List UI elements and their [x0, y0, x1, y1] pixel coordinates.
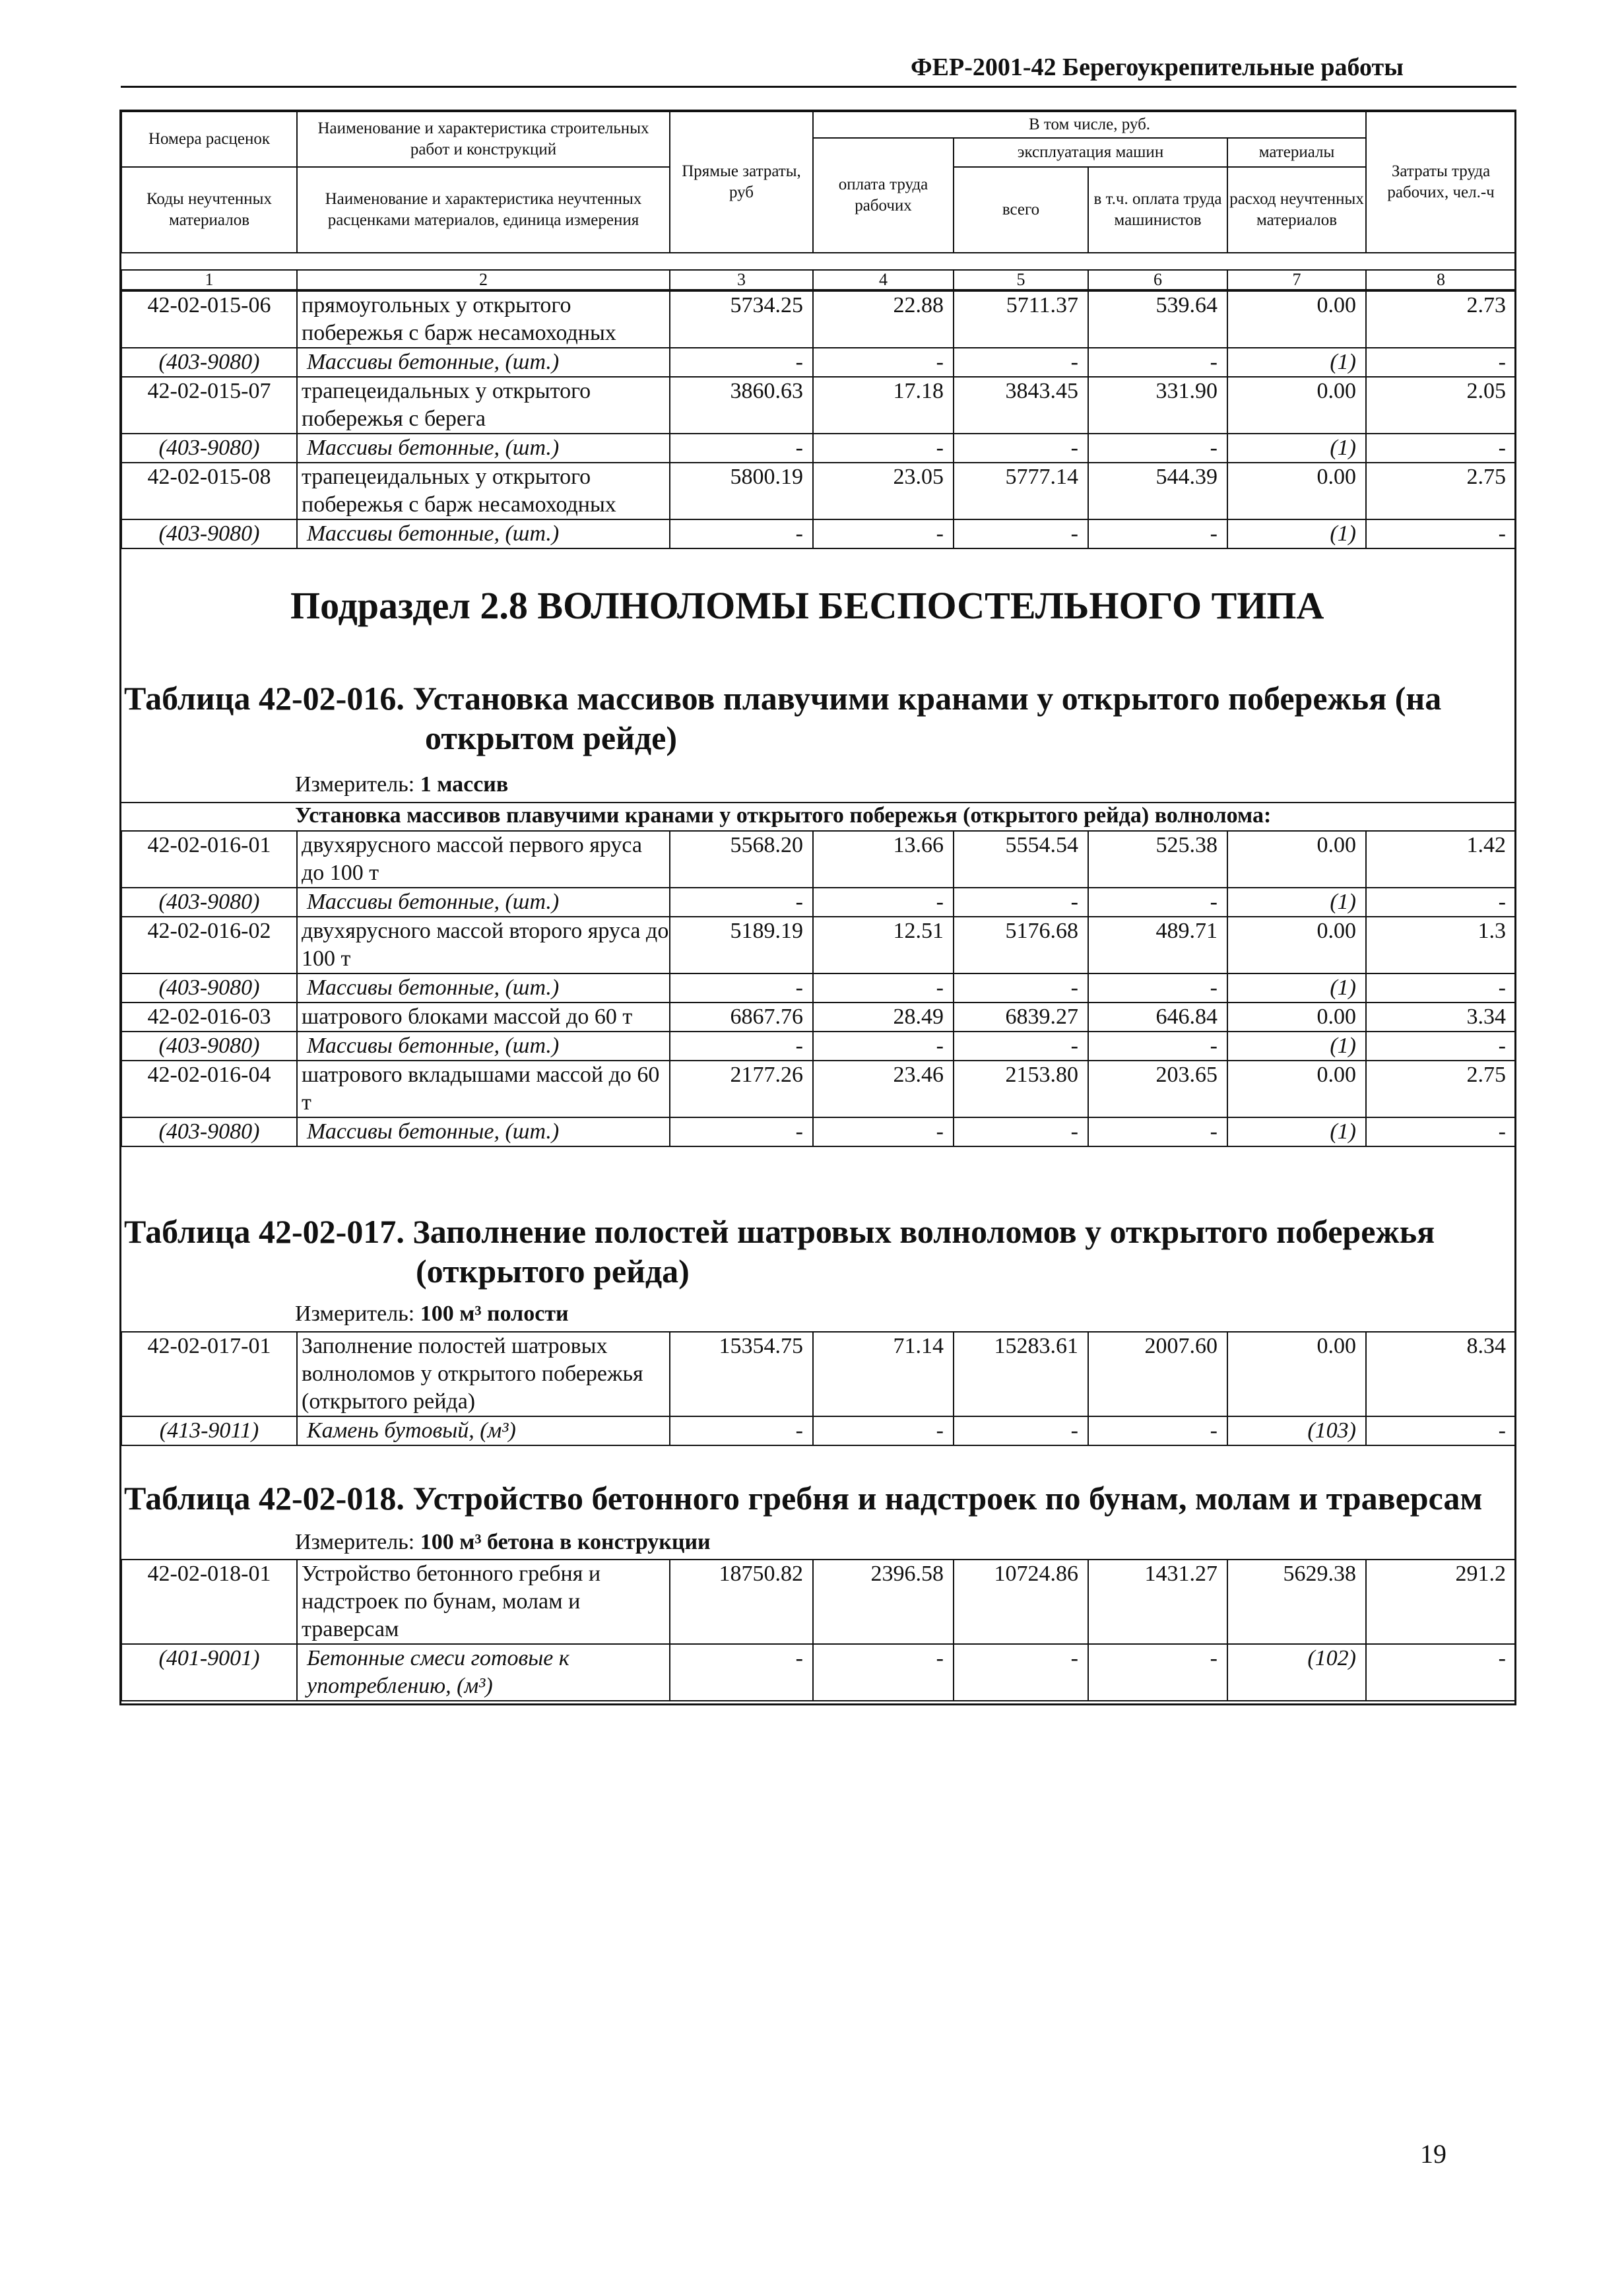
work-name: Устройство бетонного гребня и надстроек по бунам, молам и траверсам: [297, 1560, 670, 1644]
column-header: [121, 111, 1516, 253]
material-name: Массивы бетонные, (шт.): [297, 973, 670, 1003]
material-value: (1): [1227, 1117, 1366, 1146]
material-value: -: [1088, 888, 1227, 917]
material-value: (103): [1227, 1416, 1366, 1445]
rate-row: [121, 463, 1516, 519]
rate-value: 5629.38: [1227, 1560, 1366, 1644]
material-value: -: [670, 348, 813, 377]
material-value: -: [813, 348, 954, 377]
rate-code: 42-02-017-01: [121, 1332, 297, 1416]
material-row: [121, 1032, 1516, 1061]
material-value: -: [670, 973, 813, 1003]
col-num: 4: [813, 270, 954, 290]
material-value: (1): [1227, 348, 1366, 377]
rate-code: 42-02-016-03: [121, 1003, 297, 1032]
material-name: Массивы бетонные, (шт.): [297, 1117, 670, 1146]
material-value: -: [670, 519, 813, 548]
material-code: (403-9080): [121, 519, 297, 548]
rate-value: 0.00: [1227, 377, 1366, 434]
unit-label: Измеритель:: [295, 772, 420, 797]
rate-value: 291.2: [1366, 1560, 1516, 1644]
material-value: -: [954, 973, 1088, 1003]
rate-value: 2007.60: [1088, 1332, 1227, 1416]
material-value: -: [670, 434, 813, 463]
rate-value: 12.51: [813, 917, 954, 973]
rate-value: 8.34: [1366, 1332, 1516, 1416]
material-value: -: [1088, 973, 1227, 1003]
col-num: 6: [1088, 270, 1227, 290]
rate-value: 0.00: [1227, 917, 1366, 973]
rate-value: 71.14: [813, 1332, 954, 1416]
material-name: Массивы бетонные, (шт.): [297, 888, 670, 917]
material-value: -: [954, 888, 1088, 917]
material-code: (403-9080): [121, 1117, 297, 1146]
header-materials: материалы: [1227, 138, 1366, 167]
rate-value: 2.05: [1366, 377, 1516, 434]
rate-value: 2.75: [1366, 1061, 1516, 1117]
rate-row: [121, 1560, 1516, 1644]
material-name: Камень бутовый, (м³): [297, 1416, 670, 1445]
material-value: -: [813, 1032, 954, 1061]
material-value: (1): [1227, 434, 1366, 463]
rate-value: 2.75: [1366, 463, 1516, 519]
rate-value: 646.84: [1088, 1003, 1227, 1032]
rate-value: 15354.75: [670, 1332, 813, 1416]
rate-value: 17.18: [813, 377, 954, 434]
rate-value: 5554.54: [954, 831, 1088, 888]
material-value: -: [813, 1644, 954, 1701]
rate-row: [121, 1332, 1516, 1416]
rate-value: 5189.19: [670, 917, 813, 973]
material-value: -: [813, 519, 954, 548]
rate-value: 203.65: [1088, 1061, 1227, 1117]
work-name: прямоугольных у открытого побережья с барж несамоходных: [297, 291, 670, 348]
unit-value: 1 массив: [420, 772, 509, 797]
rate-value: 23.46: [813, 1061, 954, 1117]
material-value: -: [954, 348, 1088, 377]
col-num: 7: [1227, 270, 1366, 290]
material-code: (403-9080): [121, 973, 297, 1003]
rate-code: 42-02-016-02: [121, 917, 297, 973]
material-row: [121, 1117, 1516, 1146]
rate-value: 2177.26: [670, 1061, 813, 1117]
table-017-title: [124, 1212, 1510, 1291]
rate-value: 489.71: [1088, 917, 1227, 973]
table-016-title-line1: Таблица 42-02-016. Установка массивов плавучими кранами у открытого побережья (на: [124, 680, 1442, 717]
rate-code: 42-02-016-04: [121, 1061, 297, 1117]
header-labor-hours: Затраты труда рабочих, чел.-ч: [1366, 112, 1516, 253]
rate-row: [121, 377, 1516, 434]
work-name: трапецеидальных у открытого побережья с барж несамоходных: [297, 463, 670, 519]
material-value: -: [1366, 973, 1516, 1003]
material-value: (1): [1227, 1032, 1366, 1061]
material-value: -: [1088, 519, 1227, 548]
rate-row: [121, 291, 1516, 348]
rates-table-018: [121, 1559, 1516, 1701]
material-value: -: [1088, 348, 1227, 377]
col-num: 5: [954, 270, 1088, 290]
rate-value: 5800.19: [670, 463, 813, 519]
material-value: -: [954, 519, 1088, 548]
table-018-unit: [295, 1530, 711, 1555]
page-number: 19: [1420, 2139, 1446, 2169]
material-value: -: [670, 888, 813, 917]
work-name: Заполнение полостей шатровых волноломов у открытого побережья (открытого рейда): [297, 1332, 670, 1416]
header-work-name: Наименование и характеристика строительных работ и конструкций: [297, 112, 670, 167]
material-value: (102): [1227, 1644, 1366, 1701]
material-name: Массивы бетонные, (шт.): [297, 1032, 670, 1061]
col-num: 2: [297, 270, 670, 290]
unit-value: 100 м³ бетона в конструкции: [420, 1530, 711, 1554]
rate-value: 3.34: [1366, 1003, 1516, 1032]
material-value: -: [954, 1032, 1088, 1061]
rate-value: 5777.14: [954, 463, 1088, 519]
material-value: -: [1366, 348, 1516, 377]
rate-code: 42-02-015-08: [121, 463, 297, 519]
rate-row: [121, 917, 1516, 973]
material-value: -: [1366, 1644, 1516, 1701]
rate-value: 331.90: [1088, 377, 1227, 434]
rate-value: 5176.68: [954, 917, 1088, 973]
rate-value: 2.73: [1366, 291, 1516, 348]
header-material-name: Наименование и характеристика неучтенных расценками материалов, единица измерения: [297, 167, 670, 253]
rate-value: 5734.25: [670, 291, 813, 348]
material-value: -: [813, 1416, 954, 1445]
table-016-group-header: Установка массивов плавучими кранами у открытого побережья (открытого рейда) волнолома:: [295, 803, 1272, 828]
material-value: -: [670, 1032, 813, 1061]
unit-label: Измеритель:: [295, 1530, 420, 1554]
rate-row: [121, 1003, 1516, 1032]
material-value: (1): [1227, 973, 1366, 1003]
rate-value: 0.00: [1227, 463, 1366, 519]
material-row: [121, 1644, 1516, 1701]
work-name: шатрового вкладышами массой до 60 т: [297, 1061, 670, 1117]
material-name: Массивы бетонные, (шт.): [297, 519, 670, 548]
subsection-title: Подраздел 2.8 ВОЛНОЛОМЫ БЕСПОСТЕЛЬНОГО ТИПА: [290, 584, 1324, 627]
material-code: (403-9080): [121, 888, 297, 917]
material-code: (413-9011): [121, 1416, 297, 1445]
rate-value: 2153.80: [954, 1061, 1088, 1117]
rate-value: 1.3: [1366, 917, 1516, 973]
rates-table-017: [121, 1331, 1516, 1446]
material-code: (403-9080): [121, 1032, 297, 1061]
rate-value: 28.49: [813, 1003, 954, 1032]
rate-value: 15283.61: [954, 1332, 1088, 1416]
material-value: -: [1088, 1644, 1227, 1701]
rate-value: 544.39: [1088, 463, 1227, 519]
material-row: [121, 1416, 1516, 1445]
rate-value: 0.00: [1227, 1332, 1366, 1416]
rate-code: 42-02-016-01: [121, 831, 297, 888]
material-code: (401-9001): [121, 1644, 297, 1701]
header-direct-costs: Прямые затраты, руб: [670, 112, 813, 253]
material-value: -: [1366, 519, 1516, 548]
table-017-unit: [295, 1301, 569, 1327]
rate-value: 0.00: [1227, 831, 1366, 888]
material-value: -: [813, 434, 954, 463]
rate-code: 42-02-015-06: [121, 291, 297, 348]
work-name: двухярусного массой второго яруса до 100 т: [297, 917, 670, 973]
rate-value: 1431.27: [1088, 1560, 1227, 1644]
header-material-codes: Коды неучтенных материалов: [121, 167, 297, 253]
material-value: -: [1088, 434, 1227, 463]
material-row: [121, 973, 1516, 1003]
rate-value: 23.05: [813, 463, 954, 519]
rate-value: 2396.58: [813, 1560, 954, 1644]
material-value: -: [954, 1644, 1088, 1701]
rate-value: 539.64: [1088, 291, 1227, 348]
rate-value: 5711.37: [954, 291, 1088, 348]
material-value: -: [1366, 888, 1516, 917]
material-value: -: [954, 434, 1088, 463]
rate-value: 5568.20: [670, 831, 813, 888]
header-material-usage: расход неучтенных материалов: [1227, 167, 1366, 253]
rate-value: 0.00: [1227, 1061, 1366, 1117]
material-value: (1): [1227, 519, 1366, 548]
header-machine-operation: эксплуатация машин: [954, 138, 1227, 167]
rate-code: 42-02-015-07: [121, 377, 297, 434]
rate-value: 6839.27: [954, 1003, 1088, 1032]
unit-value: 100 м³ полости: [420, 1301, 569, 1326]
rate-value: 10724.86: [954, 1560, 1088, 1644]
col-num: 8: [1366, 270, 1516, 290]
material-row: [121, 434, 1516, 463]
rate-value: 6867.76: [670, 1003, 813, 1032]
material-name: Бетонные смеси готовые к употреблению, (м³): [297, 1644, 670, 1701]
rate-row: [121, 831, 1516, 888]
table-016-title-line2: открытом рейде): [425, 719, 678, 756]
material-value: -: [670, 1416, 813, 1445]
header-rate-numbers: Номера расценок: [121, 112, 297, 167]
rates-table-015: [121, 290, 1516, 549]
work-name: шатрового блоками массой до 60 т: [297, 1003, 670, 1032]
material-value: -: [1088, 1032, 1227, 1061]
material-value: (1): [1227, 888, 1366, 917]
material-value: -: [813, 1117, 954, 1146]
material-value: -: [670, 1644, 813, 1701]
col-num: 3: [670, 270, 813, 290]
col-num: 1: [121, 270, 297, 290]
rate-code: 42-02-018-01: [121, 1560, 297, 1644]
material-value: -: [1366, 434, 1516, 463]
table-016-title: [124, 678, 1510, 758]
rate-value: 3843.45: [954, 377, 1088, 434]
table-017-title-line1: Таблица 42-02-017. Заполнение полостей шатровых волноломов у открытого побережья: [124, 1213, 1435, 1250]
rate-row: [121, 1061, 1516, 1117]
material-value: -: [1366, 1416, 1516, 1445]
material-value: -: [813, 973, 954, 1003]
material-name: Массивы бетонные, (шт.): [297, 348, 670, 377]
material-value: -: [670, 1117, 813, 1146]
material-code: (403-9080): [121, 348, 297, 377]
material-value: -: [1088, 1416, 1227, 1445]
header-rule: [121, 86, 1516, 88]
header-including: В том числе, руб.: [813, 112, 1366, 138]
header-operators-pay: в т.ч. оплата труда машинистов: [1088, 167, 1227, 253]
table-017-title-line2: (открытого рейда): [416, 1253, 690, 1290]
running-head: ФЕР-2001-42 Берегоукрепительные работы: [911, 53, 1404, 81]
material-value: -: [1366, 1117, 1516, 1146]
header-machines-total: всего: [954, 167, 1088, 253]
material-value: -: [954, 1117, 1088, 1146]
material-row: [121, 888, 1516, 917]
material-row: [121, 519, 1516, 548]
material-name: Массивы бетонные, (шт.): [297, 434, 670, 463]
work-name: трапецеидальных у открытого побережья с берега: [297, 377, 670, 434]
rate-value: 525.38: [1088, 831, 1227, 888]
rate-value: 22.88: [813, 291, 954, 348]
rate-value: 18750.82: [670, 1560, 813, 1644]
work-name: двухярусного массой первого яруса до 100 т: [297, 831, 670, 888]
rates-table-016: [121, 830, 1516, 1147]
header-worker-pay: оплата труда рабочих: [813, 138, 954, 253]
unit-label: Измеритель:: [295, 1301, 420, 1326]
table-018-title: Таблица 42-02-018. Устройство бетонного гребня и надстроек по бунам, молам и траверсам: [124, 1480, 1483, 1517]
rate-value: 0.00: [1227, 291, 1366, 348]
column-numbers: [121, 269, 1516, 290]
material-code: (403-9080): [121, 434, 297, 463]
material-value: -: [813, 888, 954, 917]
material-row: [121, 348, 1516, 377]
rate-value: 1.42: [1366, 831, 1516, 888]
rate-value: 3860.63: [670, 377, 813, 434]
material-value: -: [1088, 1117, 1227, 1146]
material-value: -: [1366, 1032, 1516, 1061]
rate-value: 0.00: [1227, 1003, 1366, 1032]
rate-value: 13.66: [813, 831, 954, 888]
table-016-unit: [295, 772, 508, 797]
material-value: -: [954, 1416, 1088, 1445]
